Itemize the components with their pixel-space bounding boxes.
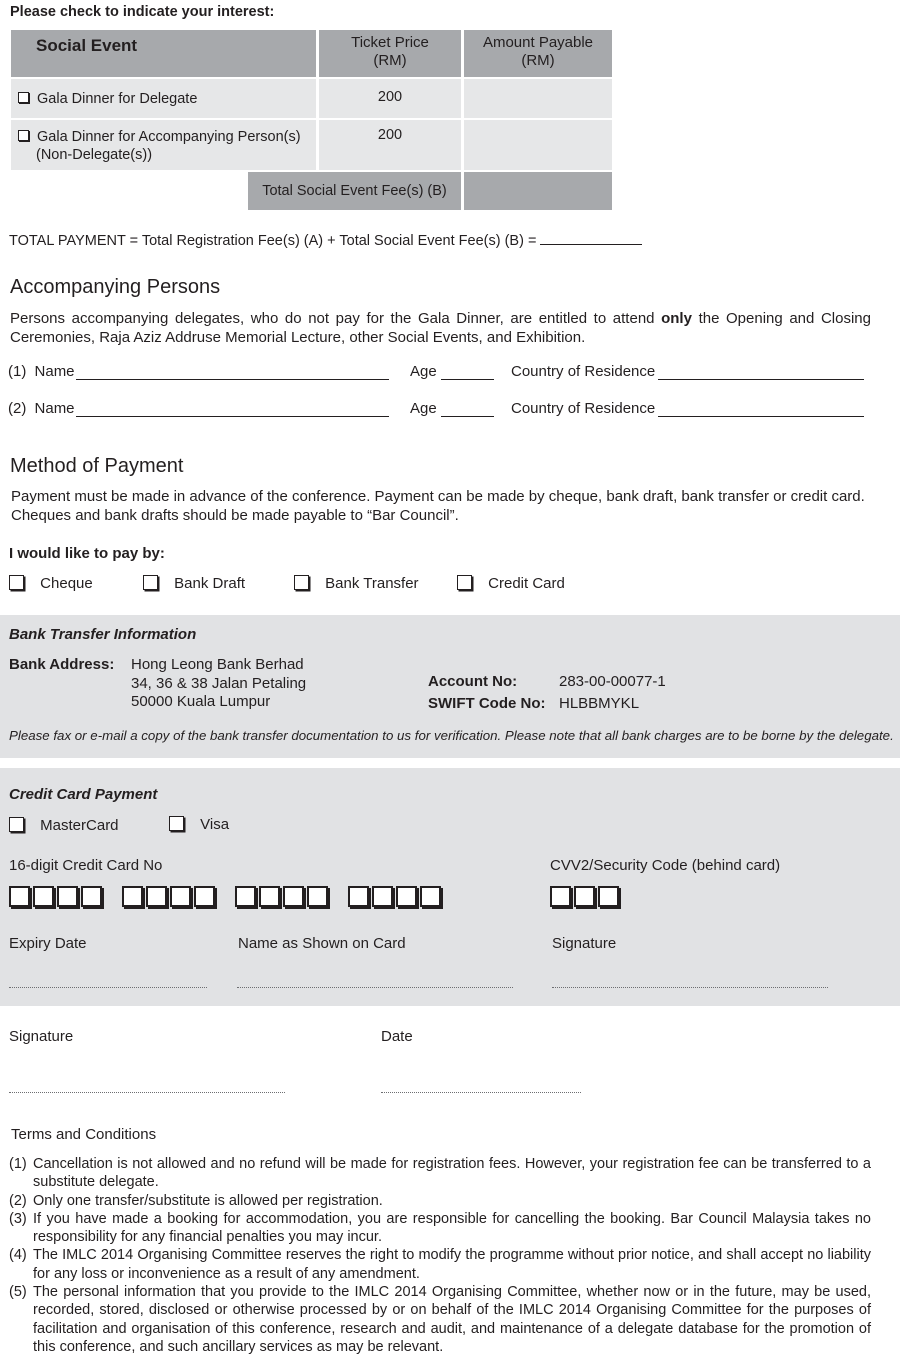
card-digit-box[interactable] xyxy=(372,886,393,907)
accompanying-person-row xyxy=(8,363,878,380)
expiry-date-label: Expiry Date xyxy=(9,935,87,952)
pay-by-label: I would like to pay by: xyxy=(9,545,165,562)
event-label: Gala Dinner for Accompanying Person(s) xyxy=(37,129,301,145)
person-age-field[interactable] xyxy=(441,365,494,380)
card-number-label: 16-digit Credit Card No xyxy=(9,857,163,874)
table-row xyxy=(11,79,316,118)
ticket-price: 200 xyxy=(377,89,403,105)
terms-item xyxy=(9,1155,871,1192)
card-number-group[interactable] xyxy=(348,886,444,912)
terms-item-number: (5) xyxy=(9,1284,27,1301)
person-country-field[interactable] xyxy=(658,402,864,417)
bank-transfer-checkbox[interactable] xyxy=(294,575,309,590)
card-digit-box[interactable] xyxy=(81,886,102,907)
card-type-label: MasterCard xyxy=(40,817,119,834)
signature-field[interactable] xyxy=(9,1092,285,1093)
header-social-event-label: Social Event xyxy=(36,36,138,55)
header-social-event xyxy=(11,30,316,77)
event-label-sub: (Non-Delegate(s)) xyxy=(36,147,153,163)
cvv-digit-box[interactable] xyxy=(550,886,571,907)
bank-address xyxy=(131,656,306,712)
date-label: Date xyxy=(381,1028,413,1045)
card-digit-box[interactable] xyxy=(170,886,191,907)
person-country-field[interactable] xyxy=(658,365,864,380)
bank-transfer-note: Please fax or e-mail a copy of the bank transfer documentation to us for verification. Please note that all bank charges are to be borne by the delegate. xyxy=(9,728,894,743)
payment-option[interactable] xyxy=(457,575,565,592)
total-payment-field[interactable] xyxy=(540,230,642,245)
bank-draft-checkbox[interactable] xyxy=(143,575,158,590)
credit-card-title: Credit Card Payment xyxy=(9,786,158,803)
terms-item-number: (2) xyxy=(9,1192,27,1209)
amount-payable-field[interactable] xyxy=(464,79,612,118)
card-type-label: Visa xyxy=(200,816,230,833)
expiry-date-field[interactable] xyxy=(9,987,207,988)
total-social-field[interactable] xyxy=(464,172,612,210)
card-digit-box[interactable] xyxy=(420,886,441,907)
person-age-field[interactable] xyxy=(441,402,494,417)
card-digit-box[interactable] xyxy=(33,886,54,907)
payment-option-label: Cheque xyxy=(40,575,93,592)
country-label: Country of Residence xyxy=(511,363,656,380)
terms-item-text: Cancellation is not allowed and no refund will be made for registration fees. However, your registration fee can be transferred to a substitute delegate. xyxy=(33,1156,871,1191)
card-digit-box[interactable] xyxy=(396,886,417,907)
total-payment-line xyxy=(9,230,642,249)
card-digit-box[interactable] xyxy=(122,886,143,907)
table-row xyxy=(11,120,316,170)
card-digit-box[interactable] xyxy=(57,886,78,907)
payment-option-label: Bank Transfer xyxy=(325,575,419,592)
payment-option[interactable] xyxy=(143,575,245,592)
name-on-card-label: Name as Shown on Card xyxy=(238,935,406,952)
gala-delegate-checkbox[interactable] xyxy=(18,92,29,103)
ticket-price: 200 xyxy=(377,127,403,143)
card-number-group[interactable] xyxy=(9,886,105,912)
name-label: Name xyxy=(34,363,75,380)
header-ticket-price-unit: (RM) xyxy=(373,52,407,69)
terms-item-number: (4) xyxy=(9,1247,27,1264)
terms-item-number: (1) xyxy=(9,1156,27,1172)
terms-item xyxy=(9,1246,871,1283)
card-type-option[interactable] xyxy=(169,816,229,833)
bank-address-line: Hong Leong Bank Berhad xyxy=(131,656,304,673)
name-on-card-field[interactable] xyxy=(237,987,513,988)
amount-payable-field[interactable] xyxy=(464,120,612,170)
ticket-price-cell xyxy=(319,120,461,170)
country-label: Country of Residence xyxy=(511,400,656,417)
payment-option[interactable] xyxy=(9,575,93,592)
person-number: (2) xyxy=(8,400,27,417)
credit-card-panel xyxy=(0,768,900,1006)
card-digit-box[interactable] xyxy=(235,886,256,907)
interest-instruction: Please check to indicate your interest: xyxy=(10,4,275,20)
account-no-value: 283-00-00077-1 xyxy=(559,673,666,690)
terms-title: Terms and Conditions xyxy=(11,1126,157,1143)
card-digit-box[interactable] xyxy=(9,886,30,907)
header-amount-payable-unit: (RM) xyxy=(521,52,555,69)
visa-checkbox[interactable] xyxy=(169,816,184,831)
swift-code-label: SWIFT Code No: xyxy=(428,695,546,712)
card-digit-box[interactable] xyxy=(283,886,304,907)
header-ticket-price xyxy=(319,30,461,77)
date-field[interactable] xyxy=(381,1092,581,1093)
card-digit-box[interactable] xyxy=(194,886,215,907)
bank-address-line: 34, 36 & 38 Jalan Petaling xyxy=(131,674,307,692)
cvv-digit-box[interactable] xyxy=(574,886,595,907)
swift-code-value: HLBBMYKL xyxy=(559,695,640,712)
payment-option-label: Bank Draft xyxy=(174,575,246,592)
terms-item-text: The personal information that you provide to the IMLC 2014 Organising Committee, whether now or in the future, may be used, recorded, stored, disclosed or otherwise processed by or on behalf of the IMLC 2014 Organising Committee for the purposes of facilitation and organisation of this conference, research and audit, and maintenance of a delegate database for the promotion of this conference, and such ancillary services as may be relevant. xyxy=(33,1284,871,1355)
card-digit-box[interactable] xyxy=(146,886,167,907)
card-type-option[interactable] xyxy=(9,817,119,834)
accompanying-text-2: the Opening and Closing Ceremonies, Raja Aziz Addruse Memorial Lecture, other Social Events, and Exhibition. xyxy=(10,310,871,346)
age-label: Age xyxy=(410,363,437,380)
credit-card-checkbox[interactable] xyxy=(457,575,472,590)
bank-address-label: Bank Address: xyxy=(9,656,115,673)
card-digit-box[interactable] xyxy=(348,886,369,907)
accompanying-person-row xyxy=(8,400,878,417)
cvv-label: CVV2/Security Code (behind card) xyxy=(550,857,781,874)
card-signature-label: Signature xyxy=(552,935,617,952)
ticket-price-cell xyxy=(319,79,461,118)
header-ticket-price-label: Ticket Price xyxy=(351,34,429,51)
total-social-label: Total Social Event Fee(s) (B) xyxy=(262,183,447,199)
mastercard-checkbox[interactable] xyxy=(9,817,24,832)
person-name-field[interactable] xyxy=(76,365,389,380)
signature-label: Signature xyxy=(9,1028,74,1045)
terms-item-text: The IMLC 2014 Organising Committee reserves the right to modify the programme without prior notice, and shall accept no liability for any loss or inconvenience as a result of any amendment. xyxy=(33,1247,871,1282)
card-number-field[interactable] xyxy=(9,886,444,912)
payment-option-label: Credit Card xyxy=(488,575,565,592)
card-number-group[interactable] xyxy=(122,886,218,912)
cheque-checkbox[interactable] xyxy=(9,575,24,590)
bank-transfer-panel xyxy=(0,615,900,758)
total-payment-text: TOTAL PAYMENT = Total Registration Fee(s) (A) + Total Social Event Fee(s) (B) = xyxy=(9,233,537,249)
accompanying-text-1: Persons accompanying delegates, who do not pay for the Gala Dinner, are entitled to attend xyxy=(10,310,655,327)
terms-item-text: If you have made a booking for accommodation, you are responsible for cancelling the booking. Bar Council Malaysia takes no responsibility for any financial penalties you may incur. xyxy=(33,1210,871,1246)
accompanying-text-bold: only xyxy=(661,310,692,327)
terms-item xyxy=(9,1283,871,1356)
terms-item xyxy=(9,1192,871,1210)
card-signature-field[interactable] xyxy=(552,987,828,988)
card-number-group[interactable] xyxy=(235,886,331,912)
cvv-field[interactable] xyxy=(550,886,622,912)
header-amount-payable-label: Amount Payable xyxy=(482,34,594,51)
event-label: Gala Dinner for Delegate xyxy=(37,91,198,107)
terms-item xyxy=(9,1210,871,1247)
terms-item-number: (3) xyxy=(9,1210,27,1227)
bank-transfer-title: Bank Transfer Information xyxy=(9,626,197,643)
accompanying-title: Accompanying Persons xyxy=(10,276,221,298)
person-name-field[interactable] xyxy=(76,402,389,417)
header-amount-payable xyxy=(464,30,612,77)
gala-accompanying-checkbox[interactable] xyxy=(18,130,29,141)
person-number: (1) xyxy=(8,363,27,380)
payment-title: Method of Payment xyxy=(10,455,184,477)
total-social-label-cell xyxy=(248,172,461,210)
payment-description: Payment must be made in advance of the conference. Payment can be made by cheque, bank draft, bank transfer or credit card. Cheques and bank drafts should be made payable to “Bar Council”. xyxy=(11,488,865,524)
accompanying-description xyxy=(10,309,871,347)
terms-list xyxy=(9,1155,871,1356)
payment-option[interactable] xyxy=(294,575,419,592)
account-no-label: Account No: xyxy=(428,673,518,690)
terms-item-text: Only one transfer/substitute is allowed per registration. xyxy=(33,1192,383,1209)
card-digit-box[interactable] xyxy=(307,886,328,907)
age-label: Age xyxy=(410,400,437,417)
card-digit-box[interactable] xyxy=(259,886,280,907)
bank-address-line: 50000 Kuala Lumpur xyxy=(131,693,271,710)
cvv-digit-box[interactable] xyxy=(598,886,619,907)
name-label: Name xyxy=(34,400,75,417)
